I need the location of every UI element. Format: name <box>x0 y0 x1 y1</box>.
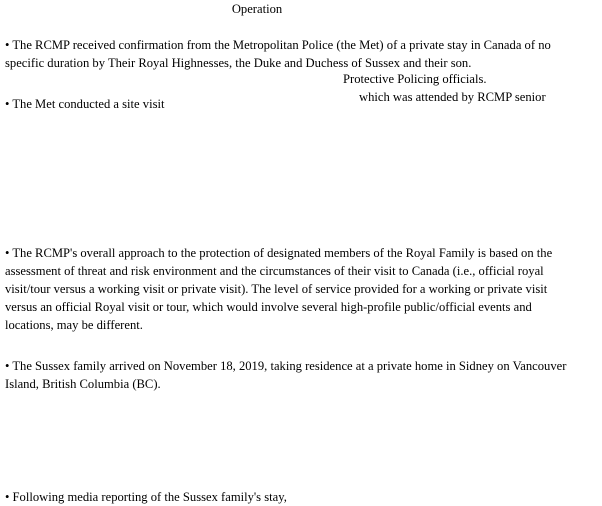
paragraph-rcmp-confirmation <box>5 36 602 72</box>
text-fragment-protective-policing: Protective Policing officials. <box>343 72 487 86</box>
paragraph-media-reporting: • Following media reporting of the Sussex family's stay, <box>5 490 287 504</box>
paragraph-line: assessment of threat and risk environment and the circumstances of their visit to Canada (i.e., official royal <box>5 264 544 278</box>
paragraph-line: locations, may be different. <box>5 318 143 332</box>
paragraph-sussex-arrival <box>5 357 595 393</box>
paragraph-line: specific duration by Their Royal Highnesses, the Duke and Duchess of Sussex and their son. <box>5 56 472 70</box>
paragraph-protection-approach <box>5 244 579 334</box>
paragraph-line: • The Sussex family arrived on November 18, 2019, taking residence at a private home in Sidney on Vancouver <box>5 359 567 373</box>
paragraph-line: visit/tour versus a working visit or private visit). The level of service provided for a working or private visit <box>5 282 548 296</box>
document-title: Operation <box>231 2 283 16</box>
paragraph-line: • The RCMP's overall approach to the protection of designated members of the Royal Family is based on the <box>5 246 553 260</box>
paragraph-site-visit: • The Met conducted a site visit <box>5 97 165 111</box>
text-fragment-attended-by: which was attended by RCMP senior <box>359 90 546 104</box>
paragraph-line: Island, British Columbia (BC). <box>5 377 161 391</box>
paragraph-line: • The RCMP received confirmation from the Metropolitan Police (the Met) of a private stay in Canada of no <box>5 38 551 52</box>
paragraph-line: versus an official Royal visit or tour, which would involve several high-profile public/official events and <box>5 300 532 314</box>
